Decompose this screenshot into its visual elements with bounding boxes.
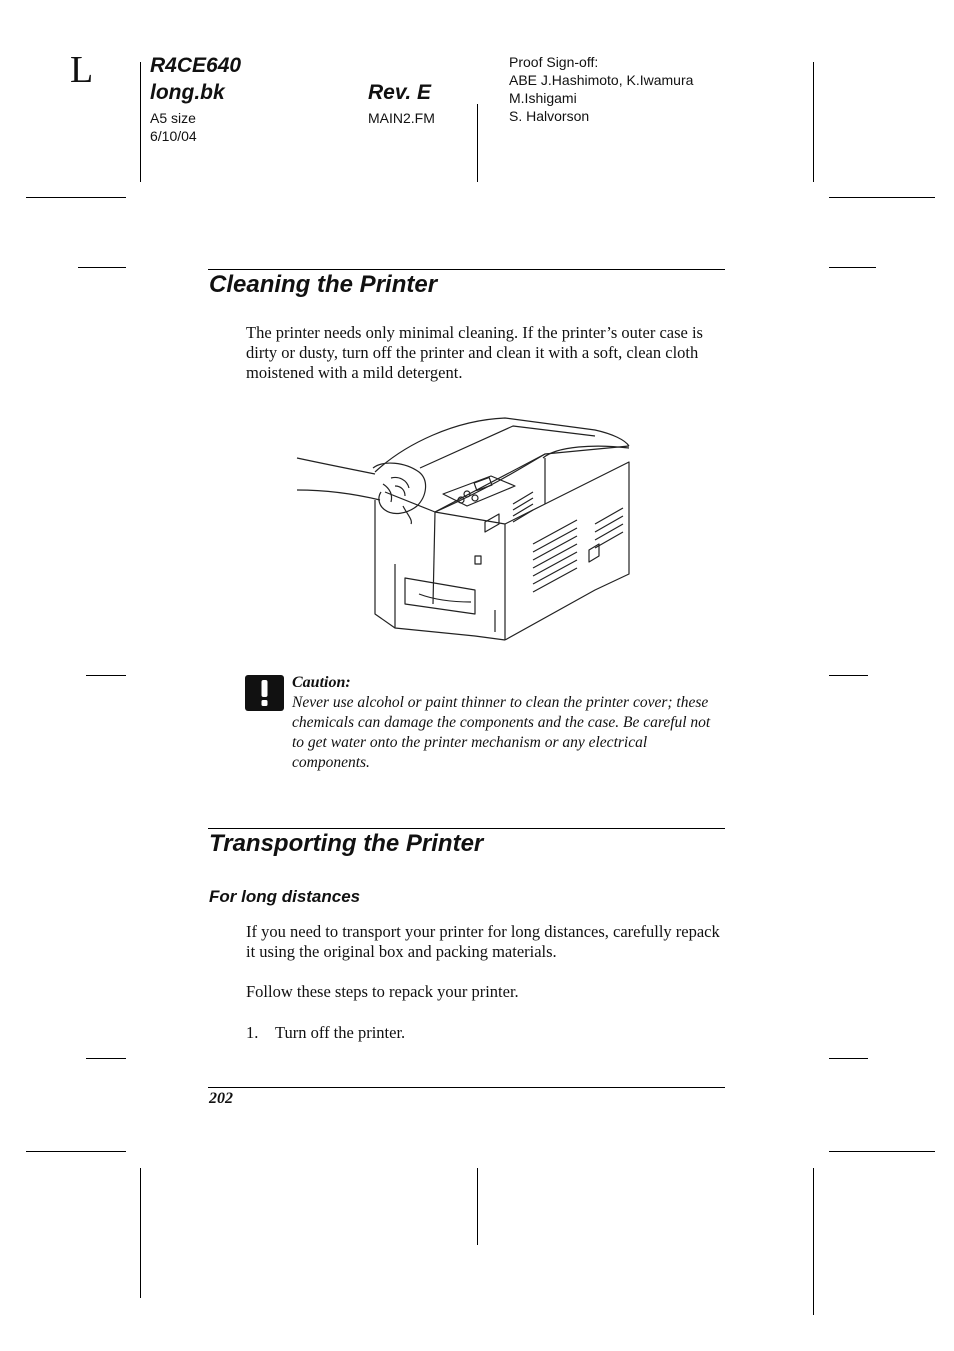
proof-line: S. Halvorson — [509, 108, 590, 124]
transporting-heading: Transporting the Printer — [209, 830, 484, 857]
footer-rule — [208, 1087, 725, 1088]
long-distances-subheading: For long distances — [209, 887, 361, 906]
page-number: 202 — [209, 1090, 233, 1107]
transport-text: Follow these steps to repack your printer. — [246, 982, 519, 1001]
transport-text: If you need to transport your printer for long distances, carefully repack it using the original box and packing materials. — [246, 922, 720, 961]
doc-code: R4CE640 — [150, 54, 242, 77]
doc-date: 6/10/04 — [150, 128, 197, 144]
caution-title: Caution: — [292, 674, 351, 691]
exclamation-icon — [245, 675, 284, 711]
step-number: 1. — [246, 1023, 259, 1042]
proof-signoff — [509, 53, 693, 125]
proof-line: M.Ishigami — [509, 90, 577, 106]
transport-paragraph — [246, 982, 726, 1002]
paper-size: A5 size — [150, 110, 196, 126]
caution-text: Never use alcohol or paint thinner to clean the printer cover; these chemicals can damage the components and the case. Be careful not to get water onto the printer mechanism or any electrical components. — [292, 694, 711, 771]
section-mark: L — [70, 49, 94, 91]
step-text: Turn off the printer. — [275, 1023, 406, 1042]
cleaning-text: The printer needs only minimal cleaning. If the printer’s outer case is dirty or dusty, turn off the printer and clean it with a soft, clean cloth moistened with a mild detergent. — [246, 323, 703, 382]
cleaning-paragraph — [246, 323, 726, 383]
cleaning-heading: Cleaning the Printer — [209, 271, 438, 298]
file-name: MAIN2.FM — [368, 110, 435, 126]
transport-paragraph — [246, 922, 726, 962]
revision: Rev. E — [368, 81, 432, 104]
proof-line: ABE J.Hashimoto, K.Iwamura — [509, 72, 694, 88]
list-item — [246, 1023, 726, 1043]
printer-cleaning-illustration-icon — [295, 414, 635, 646]
proof-line: Proof Sign-off: — [509, 54, 599, 70]
book-name: long.bk — [150, 81, 225, 104]
